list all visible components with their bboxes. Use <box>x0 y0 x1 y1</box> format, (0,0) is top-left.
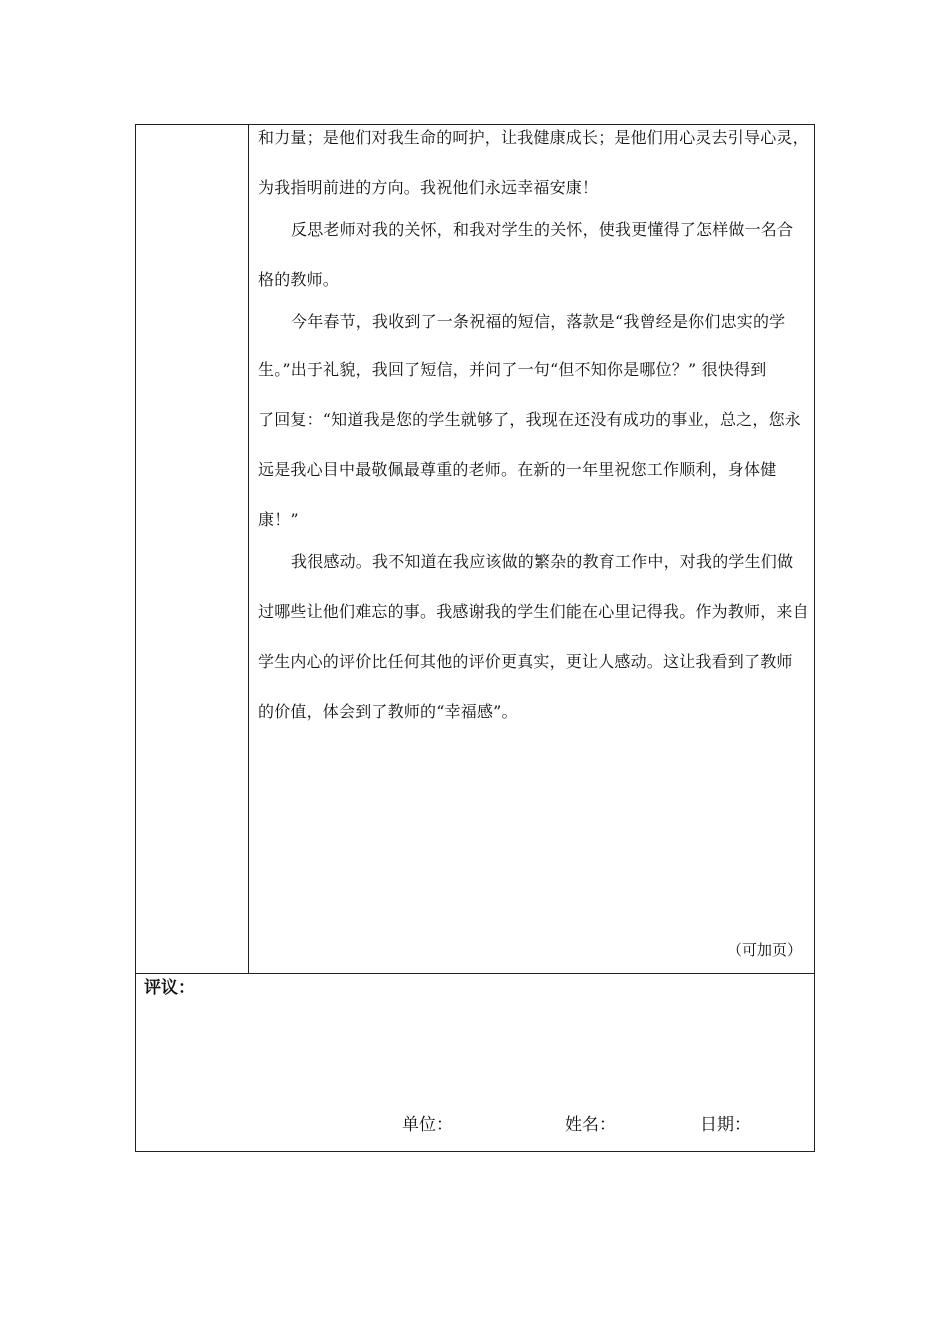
name-label: 姓名： <box>565 1115 616 1135</box>
body-line: 今年春节，我收到了一条祝福的短信，落款是“我曾经是你们忠实的学 <box>291 312 786 331</box>
column-divider <box>248 124 249 974</box>
body-line: 康！” <box>258 510 299 529</box>
row-divider <box>135 973 815 974</box>
date-label: 日期： <box>700 1115 751 1135</box>
body-line: 过哪些让他们难忘的事。我感谢我的学生们能在心里记得我。作为教师，来自 <box>258 602 809 621</box>
body-line: 远是我心目中最敬佩最尊重的老师。在新的一年里祝您工作顺利，身体健 <box>258 460 777 479</box>
body-line: 为我指明前进的方向。我祝他们永远幸福安康！ <box>258 178 599 197</box>
comment-label: 评议： <box>144 978 195 998</box>
body-line: 反思老师对我的关怀，和我对学生的关怀，使我更懂得了怎样做一名合 <box>291 220 794 239</box>
body-line: 和力量；是他们对我生命的呵护，让我健康成长；是他们用心灵去引导心灵， <box>258 128 809 147</box>
table-frame <box>135 124 815 1152</box>
add-page-note: （可加页） <box>727 941 803 959</box>
body-line: 生。”出于礼貌，我回了短信，并问了一句“但不知你是哪位？” 很快得到 <box>258 360 767 379</box>
body-line: 了回复：“知道我是您的学生就够了，我现在还没有成功的事业，总之，您永 <box>258 410 801 429</box>
body-line: 我很感动。我不知道在我应该做的繁杂的教育工作中，对我的学生们做 <box>291 552 794 571</box>
body-line: 格的教师。 <box>258 270 340 289</box>
unit-label: 单位： <box>402 1115 453 1135</box>
body-line: 的价值，体会到了教师的“幸福感”。 <box>258 702 518 721</box>
body-line: 学生内心的评价比任何其他的评价更真实，更让人感动。这让我看到了教师 <box>258 652 793 671</box>
